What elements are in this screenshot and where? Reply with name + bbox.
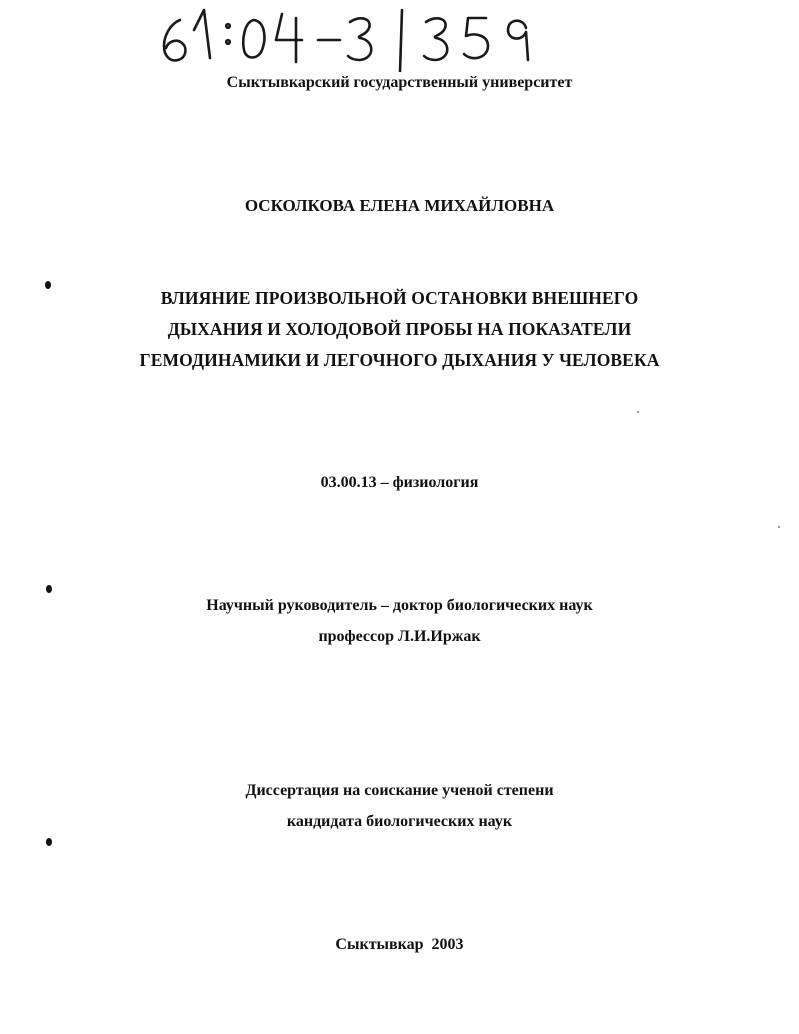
title-line-2: ДЫХАНИЯ И ХОЛОДОВОЙ ПРОБЫ НА ПОКАЗАТЕЛИ xyxy=(167,319,632,339)
degree-line-2: кандидата биологических наук xyxy=(286,813,513,830)
degree-line-1: Диссертация на соискание ученой степени xyxy=(245,782,554,799)
scan-speck xyxy=(637,411,639,413)
handwritten-archive-mark xyxy=(150,0,590,72)
supervisor-line-1: Научный руководитель – доктор биологических наук xyxy=(206,597,593,614)
title-line-1: ВЛИЯНИЕ ПРОИЗВОЛЬНОЙ ОСТАНОВКИ ВНЕШНЕГО xyxy=(160,288,639,308)
supervisor-line-2: профессор Л.И.Иржак xyxy=(318,628,481,645)
punch-hole-mark xyxy=(46,585,52,593)
scan-speck xyxy=(778,526,780,528)
punch-hole-mark xyxy=(45,281,51,289)
specialty-code: 03.00.13 – физиология xyxy=(320,474,479,491)
city-year: Сыктывкар 2003 xyxy=(335,936,464,953)
author-name: ОСКОЛКОВА ЕЛЕНА МИХАЙЛОВНА xyxy=(244,196,555,215)
university-name: Сыктывкарский государственный университет xyxy=(226,74,573,91)
title-line-3: ГЕМОДИНАМИКИ И ЛЕГОЧНОГО ДЫХАНИЯ У ЧЕЛОВЕКА xyxy=(139,350,660,370)
punch-hole-mark xyxy=(46,838,52,846)
